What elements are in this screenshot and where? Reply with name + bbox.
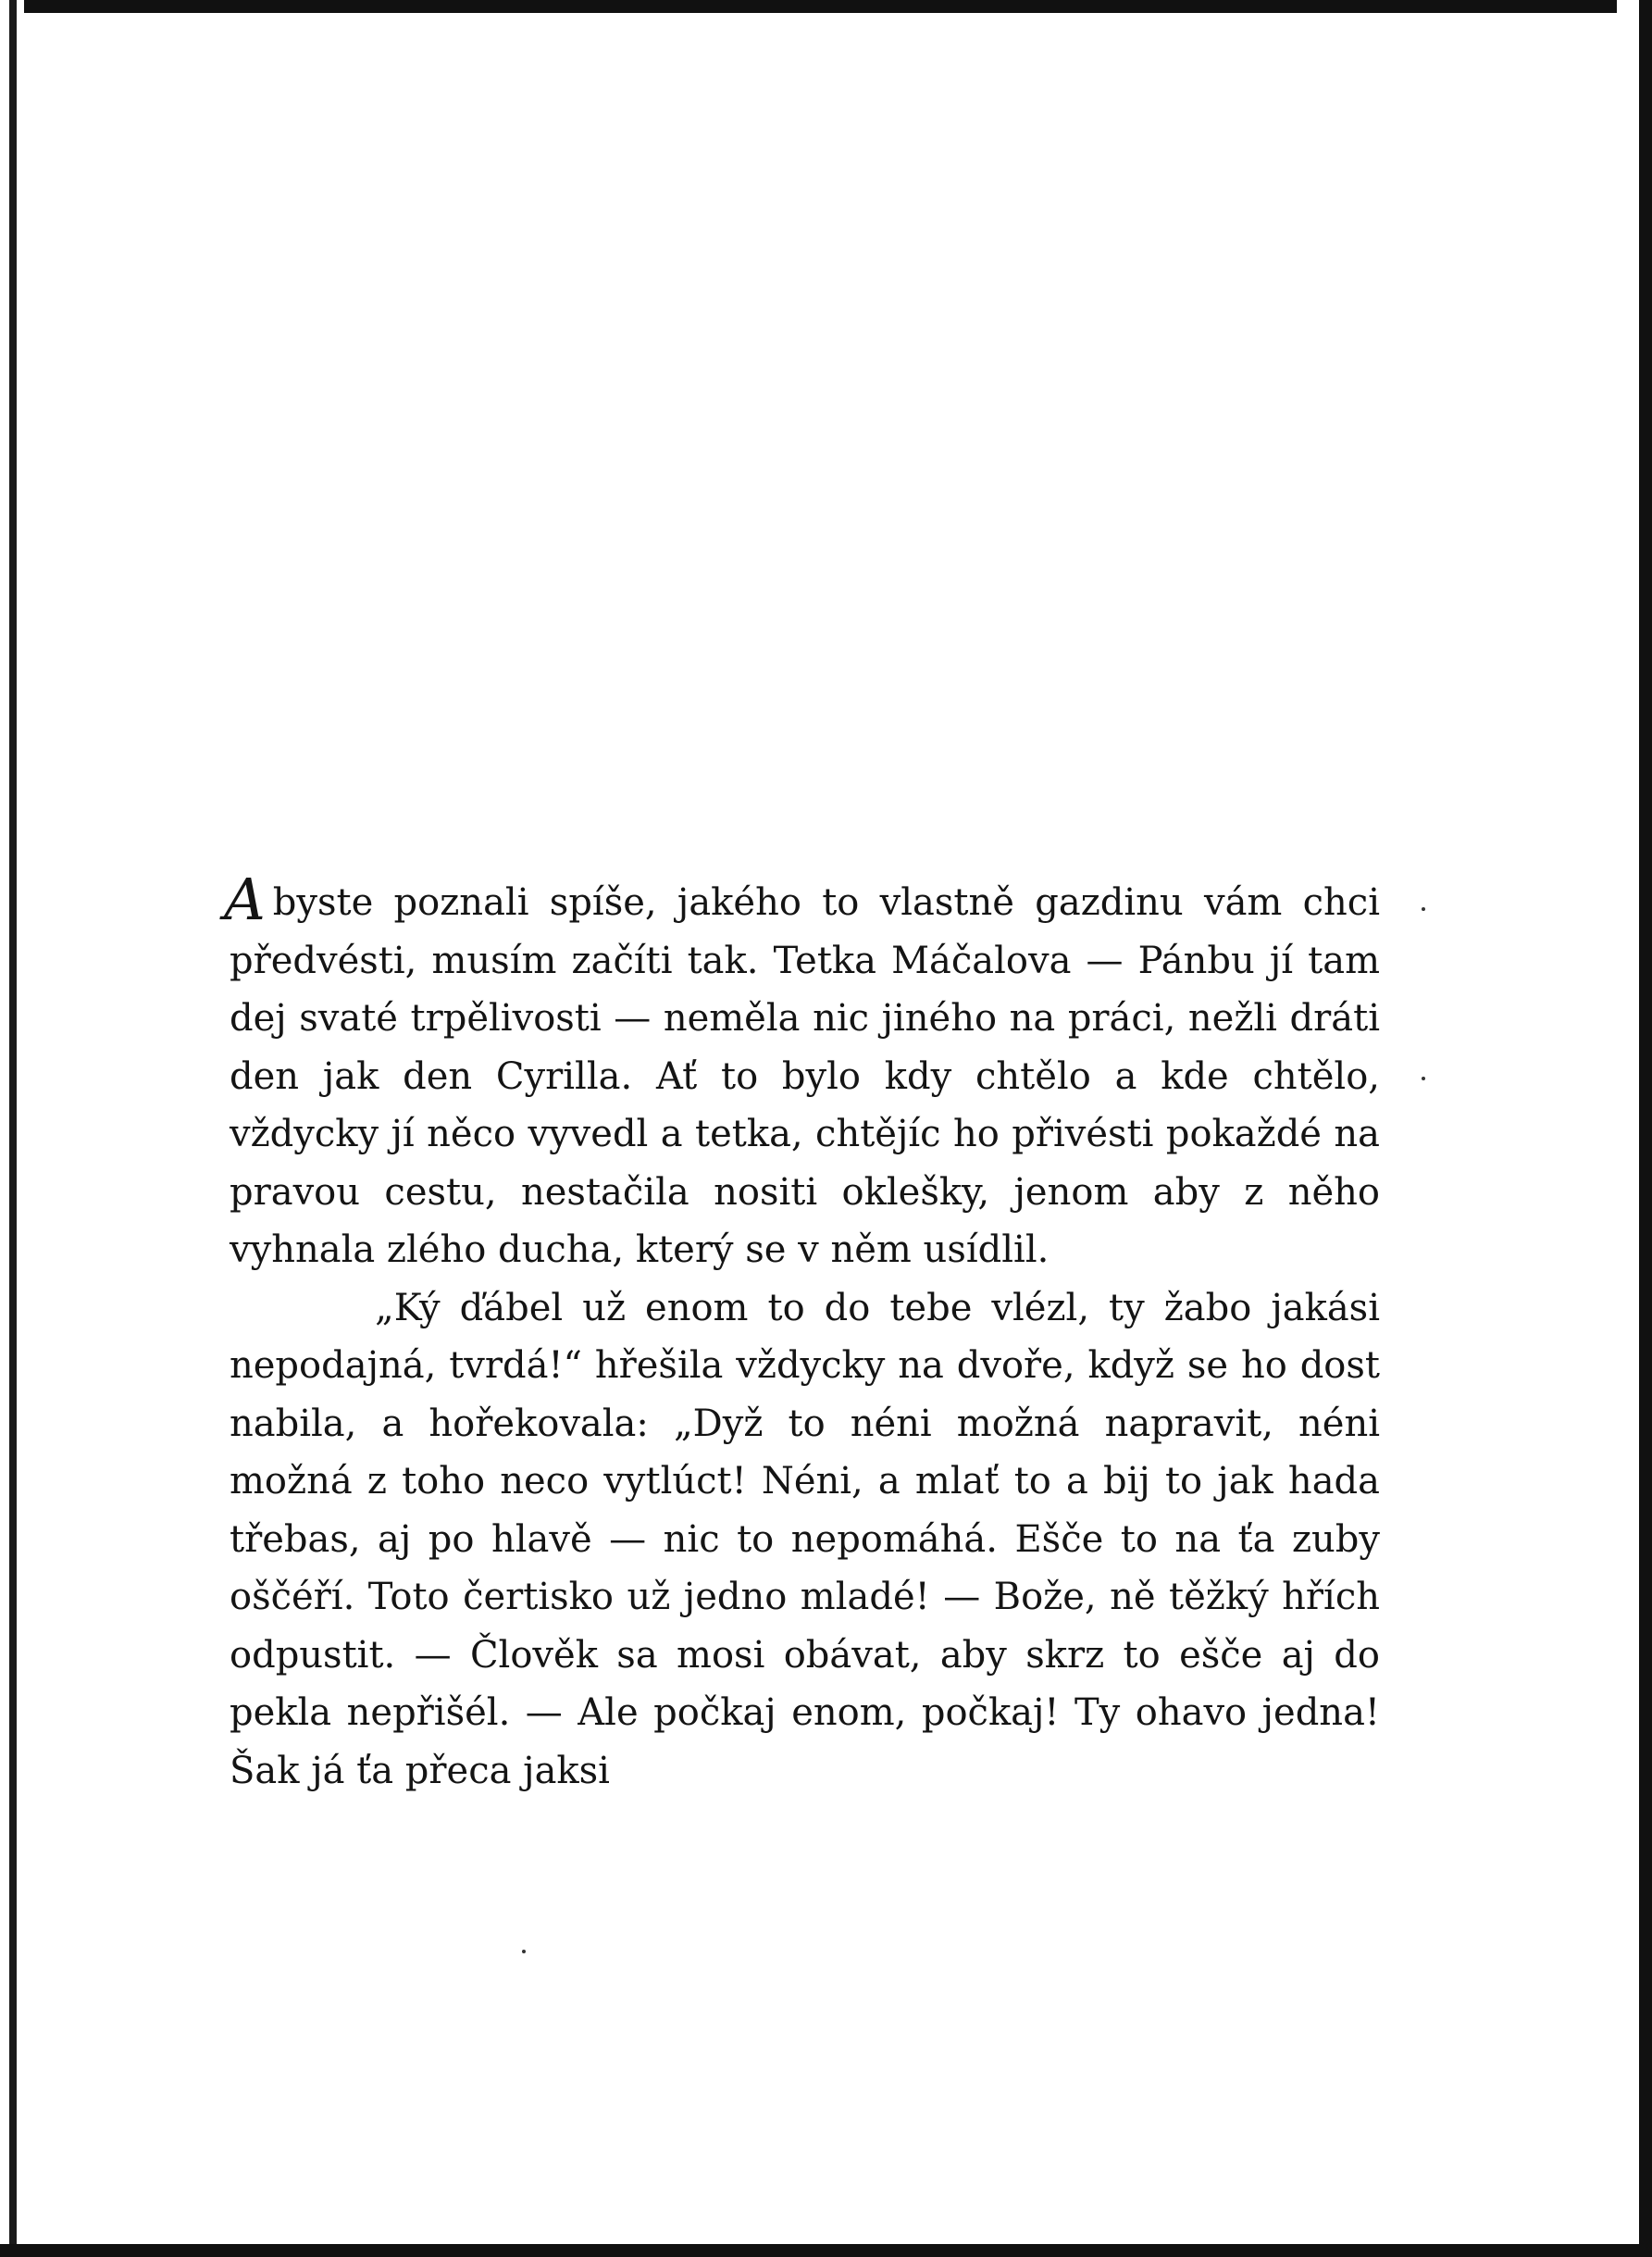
speck-mark [1422, 907, 1425, 911]
speck-mark [522, 1950, 526, 1953]
paragraph-1 [224, 866, 1380, 1279]
scan-border-left [0, 0, 24, 2257]
scan-border-top [0, 0, 1652, 13]
drop-cap: A [224, 866, 266, 933]
page-body [224, 866, 1380, 1800]
paragraph-2-text: „Ký ďábel už enom to do tebe vlézl, ty žabo jakási nepodajná, tvrdá!“ hřešila vždycky na dvoře, když se ho dost nabila, a hořekovala: „Dyž to néni možná napravit, néni možná z toho neco vytlúct! Néni, a mlať to a bij to jak hada třebas, aj po hlavě — nic to nepomáhá. Ešče to na ťa zuby oščéří. Toto čertisko už jedno mladé! — Bože, ně těžký hřích odpustit. — Člověk sa mosi obávat, aby skrz to ešče aj do pekla nepřišél. — Ale počkaj enom, počkaj! Ty ohavo jedna! Šak já ťa přeca jaksi [230, 1286, 1380, 1792]
scan-border-right [1617, 0, 1652, 2257]
paragraph-2 [230, 1279, 1380, 1801]
paragraph-1-text: byste poznali spíše, jakého to vlastně gazdinu vám chci předvésti, musím začíti tak. Tetka Máčalova — Pánbu jí tam dej svaté trpělivosti — neměla nic jiného na práci, nežli dráti den jak den Cyrilla. Ať to bylo kdy chtělo a kde chtělo, vždycky jí něco vyvedl a tetka, chtějíc ho přivésti pokaždé na pravou cestu, nestačila nositi oklešky, jenom aby z něho vyhnala zlého ducha, který se v něm usídlil. [230, 881, 1380, 1271]
scan-border-bottom [0, 2244, 1652, 2257]
speck-mark [1422, 1077, 1425, 1080]
